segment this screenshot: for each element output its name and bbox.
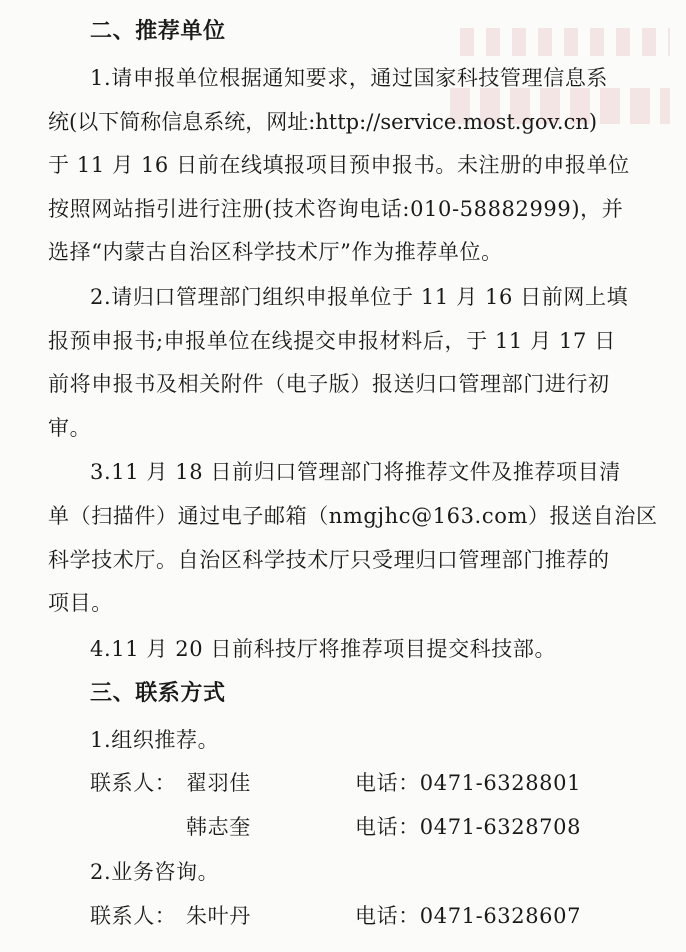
paragraph-line: 科学技术厅。自治区科学技术厅只受理归口管理部门推荐的 — [48, 548, 610, 572]
contact-phone: 电话：0471-6328708 — [355, 815, 582, 839]
paragraph-line: 单（扫描件）通过电子邮箱（nmgjhc@163.com）报送自治区 — [48, 504, 658, 528]
paragraph-line: 统(以下简称信息系统，网址:http://service.most.gov.cn) — [48, 110, 598, 134]
section-heading-recommending-unit: 二、推荐单位 — [90, 19, 226, 44]
bleed-through-stamp — [450, 28, 670, 158]
contact-phone: 电话：0471-6328607 — [355, 904, 582, 928]
paragraph-line: 项目。 — [48, 591, 113, 615]
contact-name: 韩志奎 — [186, 815, 251, 839]
contact-name: 朱叶丹 — [186, 904, 251, 928]
contact-label: 联系人： — [90, 771, 177, 795]
subsection-title: 1.组织推荐。 — [90, 728, 220, 752]
contact-phone: 电话：0471-6328801 — [355, 771, 582, 795]
paragraph-line: 选择“内蒙古自治区科学技术厅”作为推荐单位。 — [48, 240, 503, 264]
paragraph-line: 4.11 月 20 日前科技厅将推荐项目提交科技部。 — [90, 637, 557, 661]
contact-name: 翟羽佳 — [186, 771, 251, 795]
paragraph-line: 按照网站指引进行注册(技术咨询电话:010-58882999)，并 — [48, 197, 624, 221]
paragraph-line: 3.11 月 18 日前归口管理部门将推荐文件及推荐项目清 — [90, 460, 621, 484]
section-heading-contact: 三、联系方式 — [90, 681, 226, 706]
subsection-title: 2.业务咨询。 — [90, 860, 220, 884]
paragraph-line: 审。 — [48, 416, 92, 440]
paragraph-line: 1.请申报单位根据通知要求，通过国家科技管理信息系 — [90, 66, 609, 90]
paragraph-line: 于 11 月 16 日前在线填报项目预申报书。未注册的申报单位 — [48, 153, 630, 177]
paragraph-line: 前将申报书及相关附件（电子版）报送归口管理部门进行初 — [48, 372, 610, 396]
paragraph-line: 2.请归口管理部门组织申报单位于 11 月 16 日前网上填 — [90, 285, 629, 309]
contact-label: 联系人： — [90, 904, 177, 928]
paragraph-line: 报预申报书;申报单位在线提交申报材料后，于 11 月 17 日 — [48, 329, 616, 353]
